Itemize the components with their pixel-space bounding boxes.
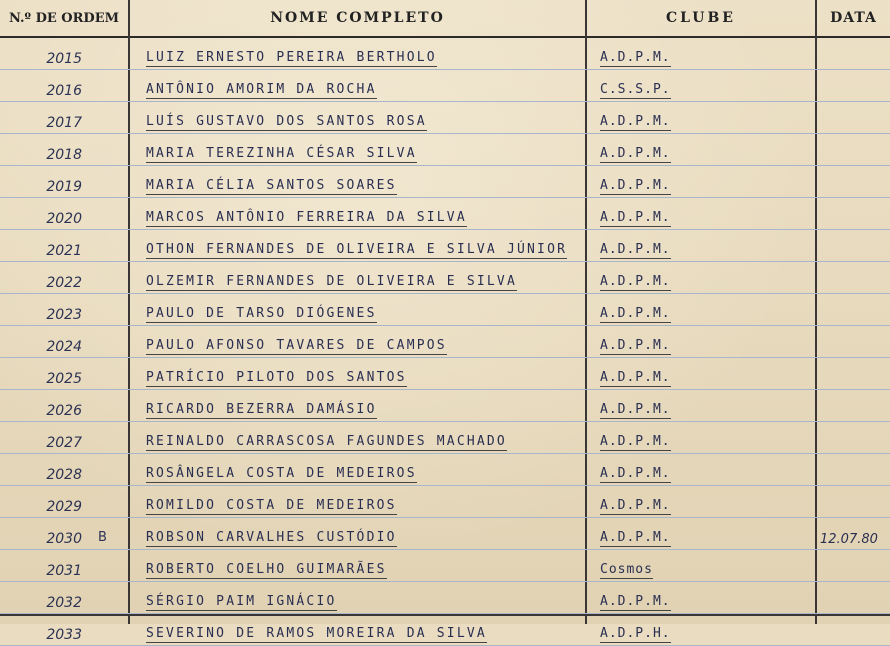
full-name-text: ROMILDO COSTA DE MEDEIROS [146,498,397,513]
club-text: A.D.P.M. [600,210,671,225]
row-number [0,38,128,69]
bottom-rule [0,614,890,616]
row-number-value: 2031 [46,563,82,579]
row-number [0,358,128,389]
row-date [820,262,890,293]
row-club [600,262,810,293]
row-number-value: 2021 [46,243,82,259]
row-number [0,198,128,229]
row-number-value: 2018 [46,147,82,163]
row-number [0,550,128,581]
club-text: A.D.P.M. [600,530,671,545]
full-name-text: SEVERINO DE RAMOS MOREIRA DA SILVA [146,626,487,641]
table-row [0,390,890,422]
row-number [0,294,128,325]
row-full-name [146,38,584,69]
row-date [820,38,890,69]
row-full-name [146,614,584,645]
row-club [600,358,810,389]
table-header [0,0,890,38]
row-number-value: 2025 [46,371,82,387]
row-date [820,198,890,229]
header-clube: CLUBE [666,10,736,26]
row-club [600,294,810,325]
row-club [600,198,810,229]
club-text: A.D.P.M. [600,370,671,385]
row-club [600,582,810,613]
row-number-value: 2015 [46,51,82,67]
table-row [0,38,890,70]
club-text: A.D.P.M. [600,594,671,609]
row-club [600,326,810,357]
row-club [600,38,810,69]
row-number [0,166,128,197]
row-number [0,230,128,261]
full-name-text: ANTÔNIO AMORIM DA ROCHA [146,82,377,97]
row-date [820,70,890,101]
row-number [0,262,128,293]
row-number [0,582,128,613]
header-data: DATA [830,10,877,26]
row-club [600,134,810,165]
row-number-suffix: B [98,530,107,545]
row-full-name [146,294,584,325]
row-number-value: 2027 [46,435,82,451]
header-ordem: N.º DE ORDEM [8,10,119,26]
table-row [0,102,890,134]
row-date [820,166,890,197]
row-full-name [146,198,584,229]
row-number [0,390,128,421]
table-row [0,70,890,102]
full-name-text: MARCOS ANTÔNIO FERREIRA DA SILVA [146,210,467,225]
club-text: A.D.P.H. [600,626,671,641]
row-club [600,614,810,645]
row-date [820,454,890,485]
row-date [820,326,890,357]
full-name-text: SÉRGIO PAIM IGNÁCIO [146,594,337,609]
club-text: A.D.P.M. [600,498,671,513]
row-full-name [146,486,584,517]
club-text: A.D.P.M. [600,50,671,65]
full-name-text: ROBSON CARVALHES CUSTÓDIO [146,530,397,545]
club-text: A.D.P.M. [600,146,671,161]
row-full-name [146,582,584,613]
table-row [0,358,890,390]
full-name-text: MARIA CÉLIA SANTOS SOARES [146,178,397,193]
row-number-value: 2023 [46,307,82,323]
table-row [0,198,890,230]
club-text: A.D.P.M. [600,242,671,257]
row-club [600,70,810,101]
row-club [600,422,810,453]
row-club [600,102,810,133]
table-row [0,166,890,198]
row-number [0,326,128,357]
table-row [0,262,890,294]
full-name-text: OTHON FERNANDES DE OLIVEIRA E SILVA JÚNIOR [146,242,568,257]
club-text: A.D.P.M. [600,178,671,193]
row-full-name [146,422,584,453]
row-full-name [146,326,584,357]
table-row [0,518,890,550]
row-number [0,102,128,133]
row-full-name [146,102,584,133]
row-number [0,422,128,453]
table-row [0,550,890,582]
club-text: A.D.P.M. [600,434,671,449]
full-name-text: REINALDO CARRASCOSA FAGUNDES MACHADO [146,434,507,449]
row-full-name [146,390,584,421]
row-number-value: 2024 [46,339,82,355]
row-club [600,230,810,261]
row-full-name [146,230,584,261]
row-date [820,134,890,165]
row-date [820,422,890,453]
row-number-value: 2016 [46,83,82,99]
full-name-text: PAULO DE TARSO DIÓGENES [146,306,377,321]
row-number-value: 2022 [46,275,82,291]
club-text: A.D.P.M. [600,114,671,129]
row-number-value: 2032 [46,595,82,611]
row-number [0,454,128,485]
row-full-name [146,550,584,581]
row-full-name [146,262,584,293]
row-number [0,134,128,165]
row-club [600,390,810,421]
row-full-name [146,166,584,197]
row-number [0,486,128,517]
full-name-text: RICARDO BEZERRA DAMÁSIO [146,402,377,417]
row-date [820,358,890,389]
table-row [0,454,890,486]
date-text: 12.07.80 [820,532,878,547]
row-full-name [146,518,584,549]
row-number-value: 2026 [46,403,82,419]
row-number-value: 2029 [46,499,82,515]
table-row [0,326,890,358]
row-number-value: 2030 [46,531,82,547]
full-name-text: LUÍS GUSTAVO DOS SANTOS ROSA [146,114,427,129]
table-row [0,134,890,166]
full-name-text: PAULO AFONSO TAVARES DE CAMPOS [146,338,447,353]
row-number [0,70,128,101]
row-date [820,518,890,549]
table-row [0,582,890,614]
row-full-name [146,358,584,389]
row-number-value: 2020 [46,211,82,227]
table-row [0,422,890,454]
row-full-name [146,134,584,165]
row-number-value: 2028 [46,467,82,483]
club-text: A.D.P.M. [600,274,671,289]
full-name-text: PATRÍCIO PILOTO DOS SANTOS [146,370,407,385]
row-number-value: 2033 [46,627,82,643]
row-number-value: 2019 [46,179,82,195]
ledger-rows [0,38,890,646]
row-date [820,550,890,581]
table-row [0,230,890,262]
club-text: C.S.S.P. [600,82,671,97]
row-number [0,614,128,645]
row-club [600,454,810,485]
club-text: A.D.P.M. [600,306,671,321]
row-full-name [146,454,584,485]
full-name-text: LUIZ ERNESTO PEREIRA BERTHOLO [146,50,437,65]
row-date [820,582,890,613]
row-date [820,294,890,325]
header-nome: NOME COMPLETO [270,10,445,26]
row-date [820,102,890,133]
row-date [820,230,890,261]
club-text: Cosmos [600,562,653,577]
full-name-text: MARIA TEREZINHA CÉSAR SILVA [146,146,417,161]
row-number-value: 2017 [46,115,82,131]
row-full-name [146,70,584,101]
row-number [0,518,128,549]
row-date [820,390,890,421]
full-name-text: ROBERTO COELHO GUIMARÃES [146,562,387,577]
row-date [820,486,890,517]
table-row [0,294,890,326]
row-club [600,550,810,581]
row-club [600,518,810,549]
row-club [600,486,810,517]
full-name-text: ROSÂNGELA COSTA DE MEDEIROS [146,466,417,481]
table-row [0,486,890,518]
club-text: A.D.P.M. [600,466,671,481]
full-name-text: OLZEMIR FERNANDES DE OLIVEIRA E SILVA [146,274,517,289]
club-text: A.D.P.M. [600,338,671,353]
row-date [820,614,890,645]
row-club [600,166,810,197]
table-row [0,614,890,646]
club-text: A.D.P.M. [600,402,671,417]
